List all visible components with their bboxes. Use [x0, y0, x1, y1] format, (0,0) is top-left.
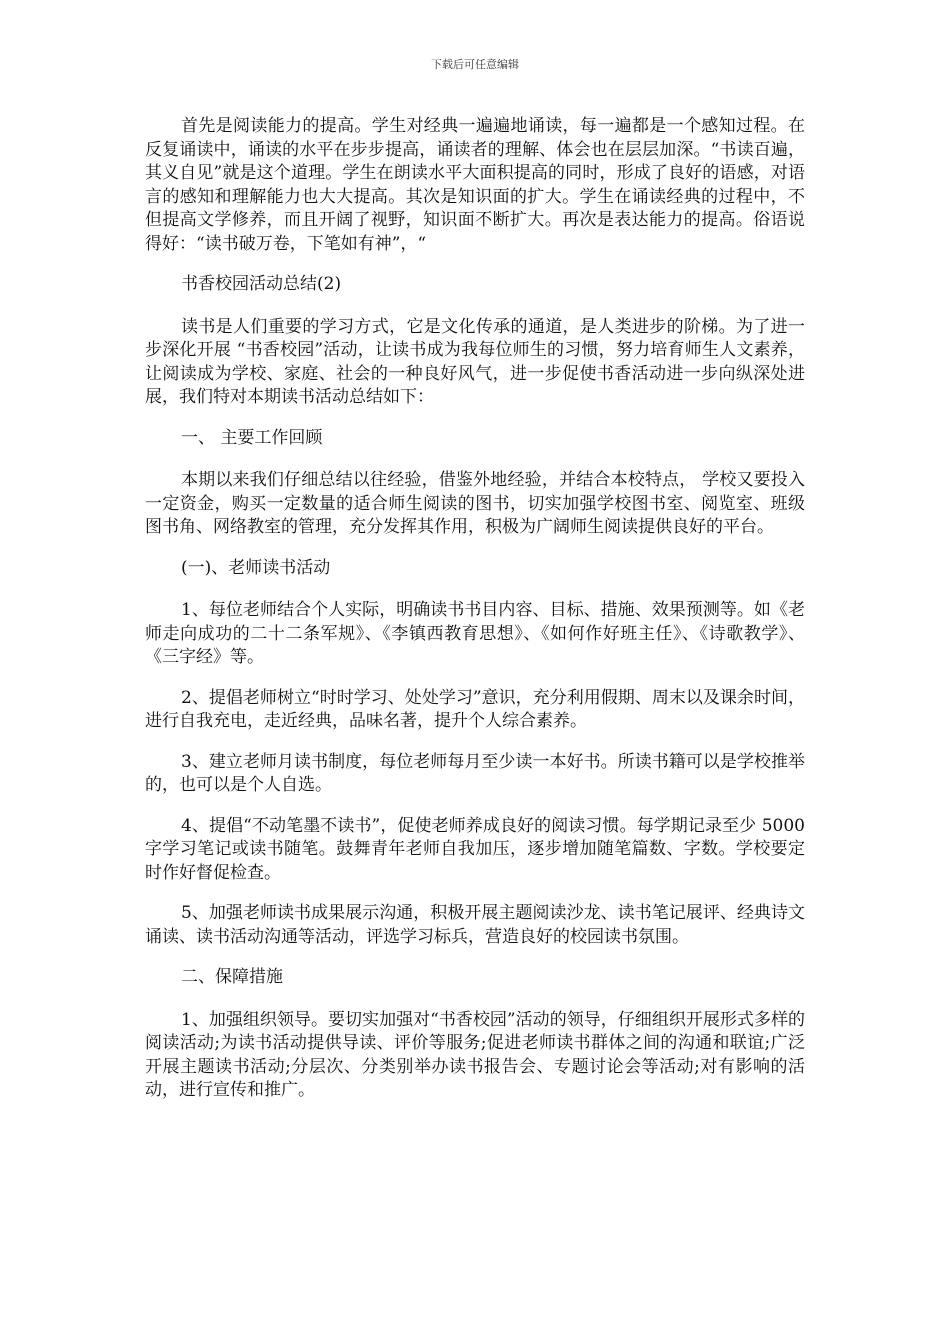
measure-item-1: 1、加强组织领导。要切实加强对“书香校园”活动的领导，仔细组织开展形式多样的阅读活动;为读书活动提供导读、评价等服务;促进老师读书群体之间的沟通和联谊;广泛开展主题读书活动;分层次、分类别举办读书报告会、专题讨论会等活动;对有影响的活动，进行宣传和推广。 [145, 1009, 805, 1100]
section-heading-review: 一、 主要工作回顾 [181, 427, 323, 448]
paragraph-intro: 读书是人们重要的学习方式，它是文化传承的通道，是人类进步的阶梯。为了进一步深化开展 “书香校园”活动，让读书成为我每位师生的习惯，努力培育师生人文素养，让阅读成为学校、家庭、社会的一种良好风气，进一步促使书香活动进一步向纵深处进展，我们特对本期读书活动总结如下： [145, 316, 805, 407]
paragraph-review: 本期以来我们仔细总结以往经验，借鉴外地经验，并结合本校特点， 学校又要投入一定资金，购买一定数量的适合师生阅读的图书，切实加强学校图书室、阅览室、班级图书角、网络教室的管理，充分发挥其作用，积极为广阔师生阅读提供良好的平台。 [145, 470, 805, 537]
paragraph-reading-ability: 首先是阅读能力的提高。学生对经典一遍遍地诵读，每一遍都是一个感知过程。在反复诵读中，诵读的水平在步步提高，诵读者的理解、体会也在层层加深。“书读百遍，其义自见”就是这个道理。学生在朗读水平大面积提高的同时，形成了良好的语感，对语言的感知和理解能力也大大提高。其次是知识面的扩大。学生在诵读经典的过程中，不但提高文学修养，而且开阔了视野，知识面不断扩大。再次是表达能力的提高。俗语说得好：“读书破万卷，下笔如有神”，“ [145, 116, 805, 254]
section-title: 书香校园活动总结(2) [181, 274, 342, 294]
page-header: 下载后可任意编辑 [431, 58, 519, 71]
list-item-1: 1、每位老师结合个人实际，明确读书书目内容、目标、措施、效果预测等。如《老师走向成功的二十二条军规》、《李镇西教育思想》、《如何作好班主任》、《诗歌教学》、《三字经》等。 [145, 600, 805, 667]
list-item-4: 4、提倡“不动笔墨不读书”，促使老师养成良好的阅读习惯。每学期记录至少 5000 字学习笔记或读书随笔。鼓舞青年老师自我加压，逐步增加随笔篇数、字数。学校要定时作好督促检查。 [145, 815, 805, 883]
document-body [145, 115, 805, 1120]
list-item-3: 3、建立老师月读书制度，每位老师每月至少读一本好书。所读书籍可以是学校推举的，也可以是个人自选。 [145, 751, 805, 795]
list-item-5: 5、加强老师读书成果展示沟通，积极开展主题阅读沙龙、读书笔记展评、经典诗文诵读、读书活动沟通等活动，评选学习标兵，营造良好的校园读书氛围。 [145, 903, 805, 947]
subsection-heading-teacher-reading: (一)、老师读书活动 [181, 557, 331, 578]
section-heading-measures: 二、保障措施 [181, 967, 283, 987]
list-item-2: 2、提倡老师树立“时时学习、处处学习”意识，充分利用假期、周末以及课余时间，进行自我充电，走近经典，品味名著，提升个人综合素养。 [145, 687, 805, 731]
